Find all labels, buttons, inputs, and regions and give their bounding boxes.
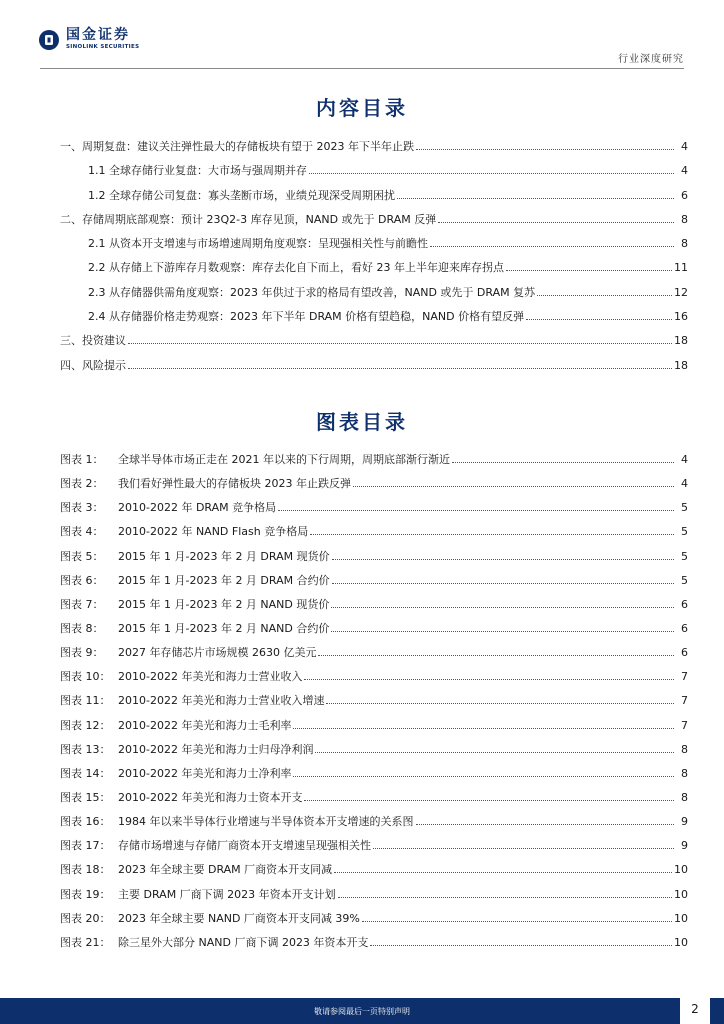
- toc-entry-text: 三、投资建议: [60, 334, 126, 348]
- figures-list: [60, 451, 688, 958]
- dot-leader: [304, 671, 674, 680]
- figure-entry-page: 5: [681, 525, 688, 539]
- toc-entry[interactable]: [60, 308, 688, 332]
- figure-entry-page: 6: [681, 621, 688, 635]
- dot-leader: [362, 913, 672, 922]
- figure-entry-page: 8: [681, 790, 688, 804]
- dot-leader: [332, 551, 674, 560]
- dot-leader: [304, 792, 674, 801]
- dot-leader: [506, 262, 672, 271]
- toc-entry[interactable]: [60, 211, 688, 235]
- figure-entry-label: 图表 1：: [60, 453, 104, 466]
- figure-entry[interactable]: [60, 475, 688, 499]
- dot-leader: [370, 937, 672, 946]
- dot-leader: [315, 744, 674, 753]
- logo-emblem-icon: [38, 29, 60, 51]
- figure-entry-text: 存储市场增速与存储厂商资本开支增速呈现强相关性: [118, 839, 371, 853]
- dot-leader: [293, 768, 674, 777]
- figure-entry-text: 2010-2022 年美光和海力士资本开支: [118, 790, 303, 804]
- figure-entry-label: 图表 13：: [60, 742, 111, 756]
- figure-entry-page: 4: [681, 453, 688, 466]
- figure-entry-page: 5: [681, 549, 688, 563]
- toc-entry-page: 4: [681, 140, 688, 153]
- figure-entry[interactable]: [60, 644, 688, 668]
- toc-entry[interactable]: [60, 357, 688, 381]
- figure-entry-text: 除三星外大部分 NAND 厂商下调 2023 年资本开支: [118, 935, 369, 949]
- toc-entry-text: 1.1 全球存储行业复盘：大市场与强周期并存: [88, 164, 307, 178]
- logo-chinese-name: 国金证券: [66, 27, 130, 43]
- company-logo: [38, 28, 139, 51]
- dot-leader: [438, 214, 674, 223]
- toc-entry[interactable]: [60, 259, 688, 283]
- toc-entry-text: 一、周期复盘：建议关注弹性最大的存储板块有望于 2023 年下半年止跌: [60, 140, 414, 153]
- figure-entry[interactable]: [60, 451, 688, 475]
- dot-leader: [332, 575, 674, 584]
- figure-entry[interactable]: [60, 717, 688, 741]
- figure-entry-label: 图表 21：: [60, 935, 111, 949]
- dot-leader: [309, 165, 674, 174]
- dot-leader: [430, 238, 674, 247]
- figure-entry-text: 2010-2022 年美光和海力士营业收入增速: [118, 694, 325, 708]
- disclaimer-note: 敬请参阅最后一页特别声明: [314, 1007, 410, 1016]
- figure-entry-label: 图表 20：: [60, 911, 111, 925]
- figure-entry-label: 图表 3：: [60, 501, 104, 515]
- figure-entry-label: 图表 8：: [60, 621, 104, 635]
- toc-entry-text: 2.2 从存储上下游库存月数观察：库存去化自下而上，看好 23 年上半年迎来库存拐点: [88, 261, 504, 275]
- figure-entry-text: 2010-2022 年美光和海力士归母净利润: [118, 742, 314, 756]
- figure-entry-label: 图表 11：: [60, 694, 111, 708]
- figure-entry-text: 2010-2022 年美光和海力士营业收入: [118, 670, 303, 684]
- page-footer: [0, 998, 724, 1024]
- figure-entry[interactable]: [60, 548, 688, 572]
- figure-entry[interactable]: [60, 668, 688, 692]
- figure-entry-text: 2010-2022 年美光和海力士净利率: [118, 766, 292, 780]
- toc-entry-text: 1.2 全球存储公司复盘：寡头垄断市场，业绩兑现深受周期困扰: [88, 188, 395, 202]
- dot-leader: [416, 141, 674, 150]
- figure-entry-page: 7: [681, 670, 688, 684]
- dot-leader: [334, 864, 672, 873]
- toc-entry[interactable]: [60, 138, 688, 162]
- dot-leader: [128, 360, 672, 369]
- figure-entry-page: 6: [681, 597, 688, 611]
- toc-entry-page: 6: [681, 188, 688, 202]
- toc-entry-page: 16: [674, 310, 688, 324]
- toc-entry-text: 2.3 从存储器供需角度观察：2023 年供过于求的格局有望改善，NAND 或先于 DRAM 复苏: [88, 285, 536, 299]
- figure-entry[interactable]: [60, 765, 688, 789]
- figure-entry[interactable]: [60, 692, 688, 716]
- dot-leader: [310, 526, 674, 535]
- figure-entry[interactable]: [60, 789, 688, 813]
- dot-leader: [338, 889, 672, 898]
- figure-entry-text: 2010-2022 年 DRAM 竞争格局: [118, 501, 277, 515]
- figure-entry[interactable]: [60, 523, 688, 547]
- figure-entry-label: 图表 14：: [60, 766, 111, 780]
- figure-entry-page: 9: [681, 839, 688, 853]
- toc-entry[interactable]: [60, 332, 688, 356]
- figure-entry-text: 1984 年以来半导体行业增速与半导体资本开支增速的关系图: [118, 815, 414, 829]
- dot-leader: [373, 840, 674, 849]
- toc-entry[interactable]: [60, 235, 688, 259]
- toc-entry-page: 4: [681, 164, 688, 178]
- toc-entry-text: 二、存储周期底部观察：预计 23Q2-3 库存见顶，NAND 或先于 DRAM 反弹: [60, 212, 437, 226]
- figure-entry-label: 图表 17：: [60, 839, 111, 853]
- toc-entry-page: 12: [674, 285, 688, 299]
- figure-entry[interactable]: [60, 934, 688, 958]
- figure-entry-text: 2023 年全球主要 NAND 厂商资本开支同减 39%: [118, 911, 360, 925]
- dot-leader: [318, 647, 674, 656]
- figure-entry-label: 图表 6：: [60, 573, 104, 587]
- toc-entry-text: 2.1 从资本开支增速与市场增速周期角度观察：呈现强相关性与前瞻性: [88, 237, 428, 251]
- figure-entry-page: 4: [681, 477, 688, 491]
- figure-entry-text: 2015 年 1 月-2023 年 2 月 DRAM 合约价: [118, 573, 330, 587]
- figure-entry[interactable]: [60, 837, 688, 861]
- figure-entry-label: 图表 5：: [60, 549, 104, 563]
- figures-title: 图表目录: [316, 410, 408, 434]
- page-header: [0, 0, 724, 70]
- figure-entry-page: 10: [674, 887, 688, 901]
- dot-leader: [278, 502, 674, 511]
- header-divider: [40, 68, 684, 69]
- figure-entry[interactable]: [60, 596, 688, 620]
- figure-entry-text: 2015 年 1 月-2023 年 2 月 NAND 现货价: [118, 597, 330, 611]
- dot-leader: [353, 478, 674, 487]
- figure-entry[interactable]: [60, 620, 688, 644]
- figure-entry-page: 8: [681, 742, 688, 756]
- toc-entry-page: 18: [674, 334, 688, 348]
- figure-entry-text: 2023 年全球主要 DRAM 厂商资本开支同减: [118, 863, 333, 877]
- figure-entry-label: 图表 4：: [60, 525, 104, 539]
- figure-entry-text: 2010-2022 年美光和海力士毛利率: [118, 718, 292, 732]
- dot-leader: [397, 190, 674, 199]
- page-number: 2: [680, 996, 710, 1024]
- figure-entry[interactable]: [60, 813, 688, 837]
- dot-leader: [452, 454, 674, 463]
- figure-entry-label: 图表 10：: [60, 670, 111, 684]
- figure-entry-page: 5: [681, 501, 688, 515]
- figure-entry[interactable]: [60, 741, 688, 765]
- toc-entry[interactable]: [60, 284, 688, 308]
- figure-entry[interactable]: [60, 861, 688, 885]
- figure-entry-text: 2010-2022 年 NAND Flash 竞争格局: [118, 525, 309, 539]
- dot-leader: [526, 311, 672, 320]
- figure-entry-label: 图表 15：: [60, 790, 111, 804]
- figure-entry-text: 2027 年存储芯片市场规模 2630 亿美元: [118, 646, 317, 660]
- dot-leader: [331, 623, 674, 632]
- toc-entry[interactable]: [60, 187, 688, 211]
- dot-leader: [326, 695, 674, 704]
- dot-leader: [331, 599, 674, 608]
- figure-entry-page: 9: [681, 815, 688, 829]
- figure-entry[interactable]: [60, 886, 688, 910]
- figure-entry-text: 我们看好弹性最大的存储板块 2023 年止跌反弹: [118, 477, 351, 491]
- toc-entry-page: 8: [681, 237, 688, 251]
- toc-entry-page: 18: [674, 358, 688, 372]
- toc-entry-text: 2.4 从存储器价格走势观察：2023 年下半年 DRAM 价格有望趋稳，NAND 价格有望反弹: [88, 310, 525, 324]
- figure-entry-text: 2015 年 1 月-2023 年 2 月 DRAM 现货价: [118, 549, 330, 563]
- figure-entry-page: 10: [674, 911, 688, 925]
- figure-entry-page: 7: [681, 718, 688, 732]
- figure-entry-label: 图表 7：: [60, 597, 104, 611]
- dot-leader: [537, 287, 672, 296]
- figure-entry-label: 图表 9：: [60, 646, 104, 660]
- toc-entry-page: 11: [674, 261, 688, 275]
- figure-entry-label: 图表 18：: [60, 863, 111, 877]
- figure-entry-page: 10: [674, 935, 688, 949]
- toc-entry-page: 8: [681, 212, 688, 226]
- figure-entry-page: 7: [681, 694, 688, 708]
- figure-entry-label: 图表 12：: [60, 718, 111, 732]
- figure-entry[interactable]: [60, 910, 688, 934]
- toc-entry[interactable]: [60, 162, 688, 186]
- figure-entry-page: 6: [681, 646, 688, 660]
- figure-entry-text: 主要 DRAM 厂商下调 2023 年资本开支计划: [118, 887, 336, 901]
- figure-entry-page: 10: [674, 863, 688, 877]
- contents-list: [60, 138, 688, 381]
- figure-entry-page: 5: [681, 573, 688, 587]
- logo-english-name: SINOLINK SECURITIES: [66, 44, 140, 50]
- figure-entry-text: 2015 年 1 月-2023 年 2 月 NAND 合约价: [118, 621, 330, 635]
- contents-title: 内容目录: [316, 96, 408, 120]
- dot-leader: [293, 720, 674, 729]
- figure-entry[interactable]: [60, 499, 688, 523]
- document-type-label: 行业深度研究: [618, 54, 684, 65]
- figure-entry-page: 8: [681, 766, 688, 780]
- figure-entry-label: 图表 16：: [60, 815, 111, 829]
- dot-leader: [416, 816, 675, 825]
- dot-leader: [128, 335, 672, 344]
- figure-entry-text: 全球半导体市场正走在 2021 年以来的下行周期，周期底部渐行渐近: [118, 453, 450, 466]
- toc-entry-text: 四、风险提示: [60, 358, 126, 372]
- figure-entry-label: 图表 19：: [60, 887, 111, 901]
- figure-entry[interactable]: [60, 572, 688, 596]
- figure-entry-label: 图表 2：: [60, 477, 104, 491]
